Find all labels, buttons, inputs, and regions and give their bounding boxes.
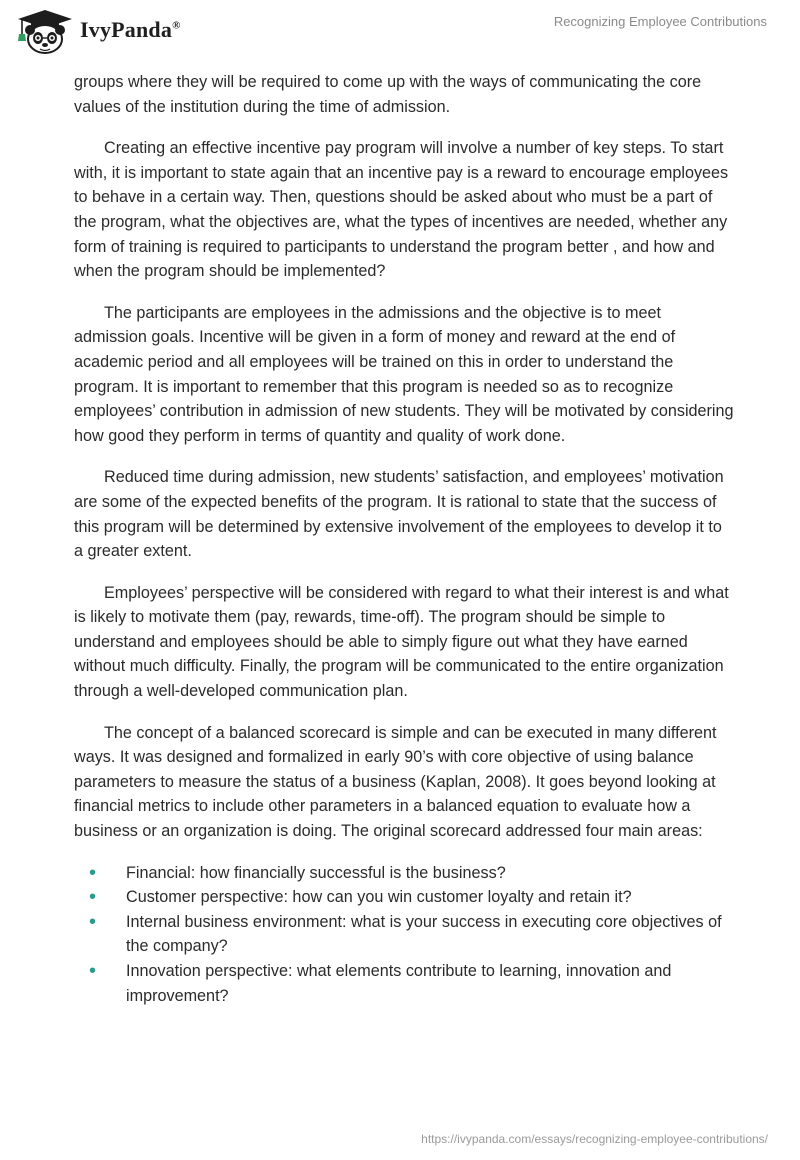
list-item-text: Financial: how financially successful is the business? bbox=[126, 863, 506, 882]
bullet-icon: • bbox=[89, 861, 97, 884]
source-url[interactable]: https://ivypanda.com/essays/recognizing-employee-contributions/ bbox=[421, 1132, 768, 1146]
scorecard-areas-list bbox=[74, 861, 734, 1009]
bullet-icon: • bbox=[89, 960, 97, 982]
bullet-icon: • bbox=[89, 910, 97, 933]
list-item-text: Innovation perspective: what elements contribute to learning, innovation and improvement? bbox=[126, 962, 672, 1005]
essay-body bbox=[74, 70, 734, 1008]
ivypanda-logo-icon[interactable] bbox=[14, 8, 76, 54]
trademark-symbol: ® bbox=[172, 19, 181, 32]
paragraph-incentive-program: Creating an effective incentive pay program will involve a number of key steps. To start with, it is important to state again that an incentive pay is a reward to encourage employees to behave in a certain way. Then, questions should be asked about who must be a part of the program, what the objectives are, what the types of incentives are needed, whether any form of training is required to participants to understand the program better , and how and when the program should be implemented? bbox=[74, 139, 729, 281]
list-item bbox=[74, 959, 734, 1008]
paragraph-balanced-scorecard: The concept of a balanced scorecard is simple and can be executed in many different ways. It was designed and formalized in early 90’s with core objective of using balance parameters to measure the status of a business (Kaplan, 2008). It goes beyond looking at financial metrics to include other parameters in a balanced equation to evaluate how a business or an organization is doing. The original scorecard addressed four main areas: bbox=[74, 723, 717, 841]
list-item bbox=[74, 885, 734, 910]
brand-name[interactable] bbox=[80, 17, 181, 43]
paragraph-continuation: groups where they will be required to come up with the ways of communicating the core values of the institution during the time of admission. bbox=[74, 73, 702, 116]
paragraph-participants: The participants are employees in the admissions and the objective is to meet admission goals. Incentive will be given in a form of money and reward at the end of academic period and all employees will be trained on this in order to understand the program. It is important to remember that this program is needed so as to recognize employees’ contribution in admission of new students. They will be motivated by considering how good they perform in terms of quantity and quality of work done. bbox=[74, 303, 734, 445]
list-item bbox=[74, 910, 734, 959]
list-item-text: Customer perspective: how can you win customer loyalty and retain it? bbox=[126, 888, 632, 907]
paragraph-benefits: Reduced time during admission, new students’ satisfaction, and employees’ motivation are some of the expected benefits of the program. It is rational to state that the success of this program will be determined by extensive involvement of the employees to develop it to a greater extent. bbox=[74, 468, 724, 561]
list-item-text: Internal business environment: what is your success in executing core objectives of the company? bbox=[126, 912, 722, 956]
list-item bbox=[74, 861, 734, 886]
document-title: Recognizing Employee Contributions bbox=[553, 14, 767, 29]
bullet-icon: • bbox=[89, 886, 97, 909]
brand-text: IvyPanda bbox=[80, 17, 173, 42]
paragraph-employee-perspective: Employees’ perspective will be considered with regard to what their interest is and what is likely to motivate them (pay, rewards, time-off). The program should be simple to understand and employees should be able to simply figure out what they have earned without much difficulty. Finally, the program will be communicated to the entire organization through a well-developed communication plan. bbox=[74, 583, 729, 701]
page-header bbox=[0, 0, 800, 60]
